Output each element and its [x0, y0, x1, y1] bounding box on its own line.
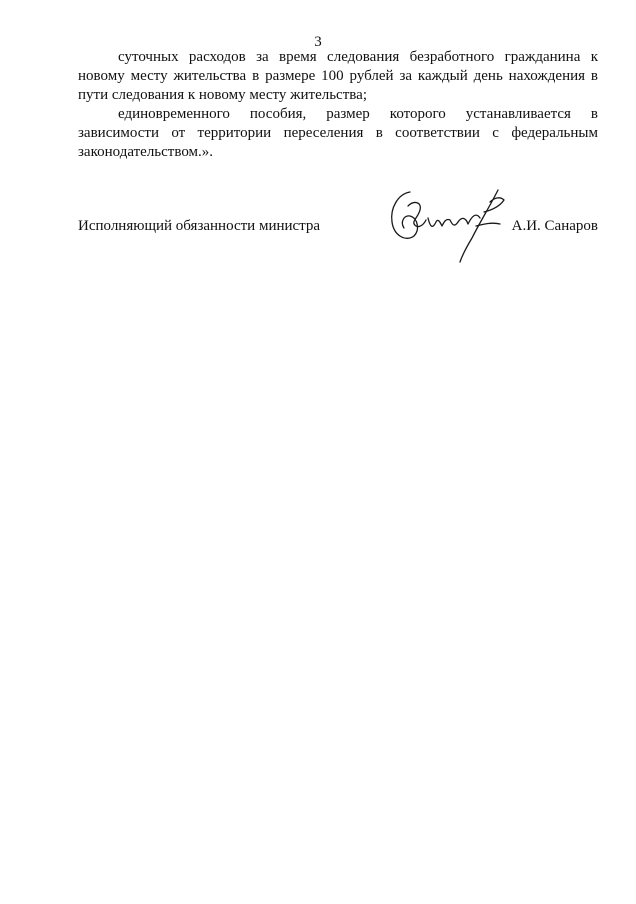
paragraph-lump-sum-allowance: единовременного пособия, размер которого устанавливается в зависимости от территории переселения в соответствии с федеральным законодательством.». [78, 106, 598, 160]
handwritten-signature-icon [380, 182, 520, 264]
signer-title: Исполняющий обязанности министра [78, 218, 321, 234]
document-body [78, 48, 598, 162]
paragraph-daily-expenses: суточных расходов за время следования безработного гражданина к новому месту жительства в размере 100 рублей за каждый день нахождения в пути следования к новому месту жительства; [78, 49, 598, 103]
signer-name: А.И. Санаров [511, 218, 598, 234]
page-number: 3 [314, 34, 322, 50]
signature-block [78, 218, 598, 242]
